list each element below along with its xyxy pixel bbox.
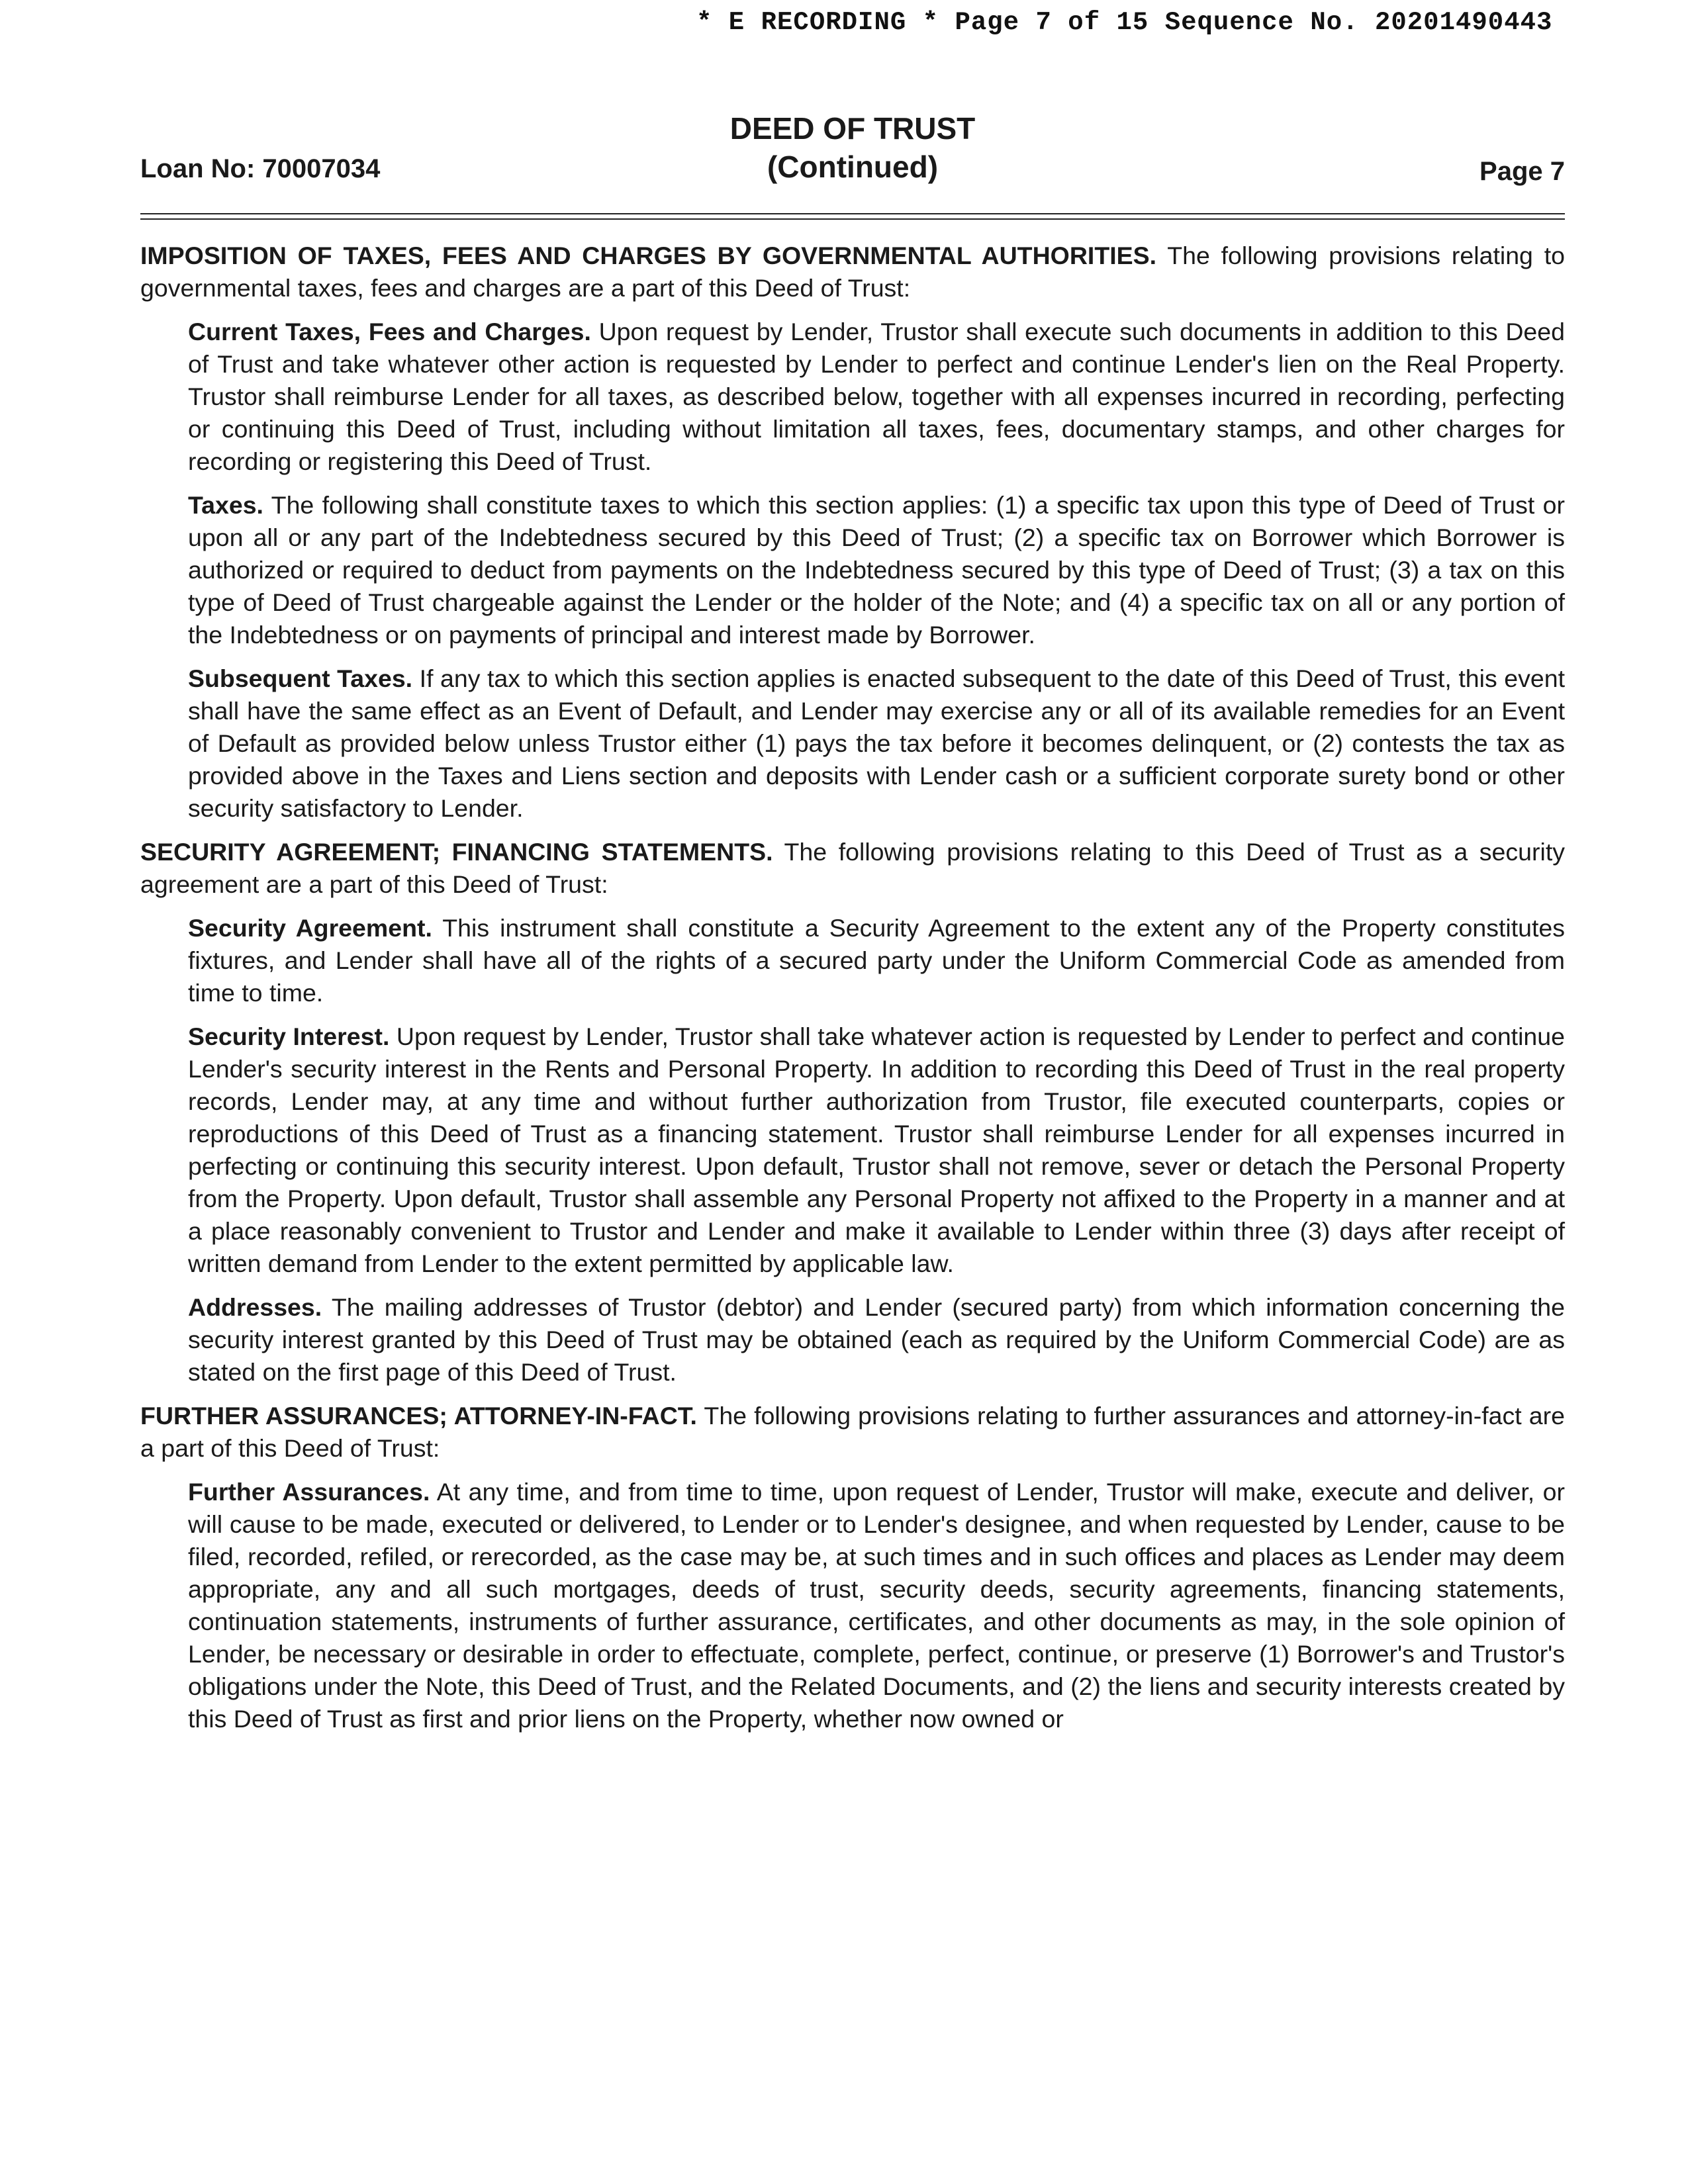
paragraph-text: If any tax to which this section applies is enacted subsequent to the date of this Deed of Trust, this event shall have the same effect as an Event of Default, and Lender may exercise any or all of its available remedies for an Event of Default as provided below unless Trustor either (1) pays the tax before it becomes delinquent, or (2) contests the tax as provided above in the Taxes and Liens section and deposits with Lender cash or a sufficient corporate surety bond or other security satisfactory to Lender. xyxy=(188,664,1566,822)
paragraph-text: At any time, and from time to time, upon request of Lender, Trustor will make, execute and deliver, or will cause to be made, executed or delivered, to Lender or to Lender's designee, and when requested by Lender, cause to be filed, recorded, refiled, or rerecorded, as the case may be, at such times and in such offices and places as Lender may deem appropriate, any and all such mortgages, deeds of trust, security deeds, security agreements, financing statements, continuation statements, instruments of further assurance, certificates, and other documents as may, in the sole opinion of Lender, be necessary or desirable in order to effectuate, complete, perfect, continue, or preserve (1) Borrower's and Trustor's obligations under the Note, this Deed of Trust, and the Related Documents, and (2) the liens and security interests created by this Deed of Trust as first and prior liens on the Property, whether now owned or xyxy=(188,1478,1565,1733)
section-text: The following provisions relating to further assurances and attorney-in-fact are a part of this Deed of Trust: xyxy=(140,1402,1565,1462)
section-further-assurances xyxy=(140,1400,1565,1465)
paragraph-text: This instrument shall constitute a Security Agreement to the extent any of the Property constitutes fixtures, and Lender shall have all of the rights of a secured party under the Uniform Commercial Code as amended from time to time. xyxy=(188,914,1566,1007)
section-text: The following provisions relating to this Deed of Trust as a security agreement are a part of this Deed of Trust: xyxy=(140,838,1565,898)
paragraph-text: The following shall constitute taxes to which this section applies: (1) a specific tax upon this type of Deed of Trust or upon all or any part of the Indebtedness secured by this Deed of Trust; (2) a specific tax on Borrower which Borrower is authorized or required to deduct from payments on the Indebtedness secured by this type of Deed of Trust; (3) a tax on this type of Deed of Trust chargeable against the Lender or the holder of the Note; and (4) a specific tax on all or any portion of the Indebtedness or on payments of principal and interest made by Borrower. xyxy=(188,491,1565,649)
recording-stamp: * E RECORDING * Page 7 of 15 Sequence No. 20201490443 xyxy=(696,8,1553,37)
paragraph-taxes xyxy=(188,489,1565,651)
document-header xyxy=(140,109,1565,189)
section-heading: IMPOSITION OF TAXES, FEES AND CHARGES BY GOVERNMENTAL AUTHORITIES. xyxy=(140,242,1157,269)
paragraph-heading: Further Assurances. xyxy=(188,1478,430,1506)
paragraph-text: Upon request by Lender, Trustor shall take whatever action is requested by Lender to perfect and continue Lender's security interest in the Rents and Personal Property. In addition to recording this Deed of Trust in the real property records, Lender may, at any time and without further authorization from Trustor, file executed counterparts, copies or reproductions of this Deed of Trust as a financing statement. Trustor shall reimburse Lender for all expenses incurred in perfecting or continuing this security interest. Upon default, Trustor shall not remove, sever or detach the Personal Property from the Property. Upon default, Trustor shall assemble any Personal Property not affixed to the Property in a manner and at a place reasonably convenient to Trustor and Lender and make it available to Lender within three (3) days after receipt of written demand from Lender to the extent permitted by applicable law. xyxy=(188,1023,1565,1277)
paragraph-further-assurances xyxy=(188,1476,1565,1735)
paragraph-heading: Taxes. xyxy=(188,491,263,519)
title-line-2: (Continued) xyxy=(767,150,939,184)
paragraph-heading: Security Agreement. xyxy=(188,914,432,942)
section-imposition xyxy=(140,240,1565,304)
section-security-agreement xyxy=(140,836,1565,901)
paragraph-security-agreement xyxy=(188,912,1565,1009)
paragraph-heading: Subsequent Taxes. xyxy=(188,664,413,692)
paragraph-subsequent-taxes xyxy=(188,662,1565,825)
document-body xyxy=(140,240,1565,1747)
page-number: Page 7 xyxy=(1479,157,1565,186)
paragraph-heading: Current Taxes, Fees and Charges. xyxy=(188,318,591,345)
loan-number: Loan No: 70007034 xyxy=(140,154,381,183)
section-heading: FURTHER ASSURANCES; ATTORNEY-IN-FACT. xyxy=(140,1402,697,1430)
document-title xyxy=(140,109,1565,186)
paragraph-security-interest xyxy=(188,1021,1565,1280)
paragraph-heading: Security Interest. xyxy=(188,1023,390,1050)
paragraph-current-taxes xyxy=(188,316,1565,478)
section-heading: SECURITY AGREEMENT; FINANCING STATEMENTS. xyxy=(140,838,773,866)
header-rule-bottom xyxy=(140,218,1565,220)
paragraph-text: Upon request by Lender, Trustor shall execute such documents in addition to this Deed of Trust and take whatever other action is requested by Lender to perfect and continue Lender's lien on the Real Property. Trustor shall reimburse Lender for all taxes, as described below, together with all expenses incurred in recording, perfecting or continuing this Deed of Trust, including without limitation all taxes, fees, documentary stamps, and other charges for recording or registering this Deed of Trust. xyxy=(188,318,1565,475)
title-line-1: DEED OF TRUST xyxy=(729,111,976,146)
section-text: The following provisions relating to governmental taxes, fees and charges are a part of this Deed of Trust: xyxy=(140,242,1565,302)
paragraph-heading: Addresses. xyxy=(188,1293,322,1321)
header-rule-top xyxy=(140,213,1565,214)
paragraph-addresses xyxy=(188,1291,1565,1388)
paragraph-text: The mailing addresses of Trustor (debtor) and Lender (secured party) from which information concerning the security interest granted by this Deed of Trust may be obtained (each as required by the Uniform Commercial Code) are as stated on the first page of this Deed of Trust. xyxy=(188,1293,1565,1386)
